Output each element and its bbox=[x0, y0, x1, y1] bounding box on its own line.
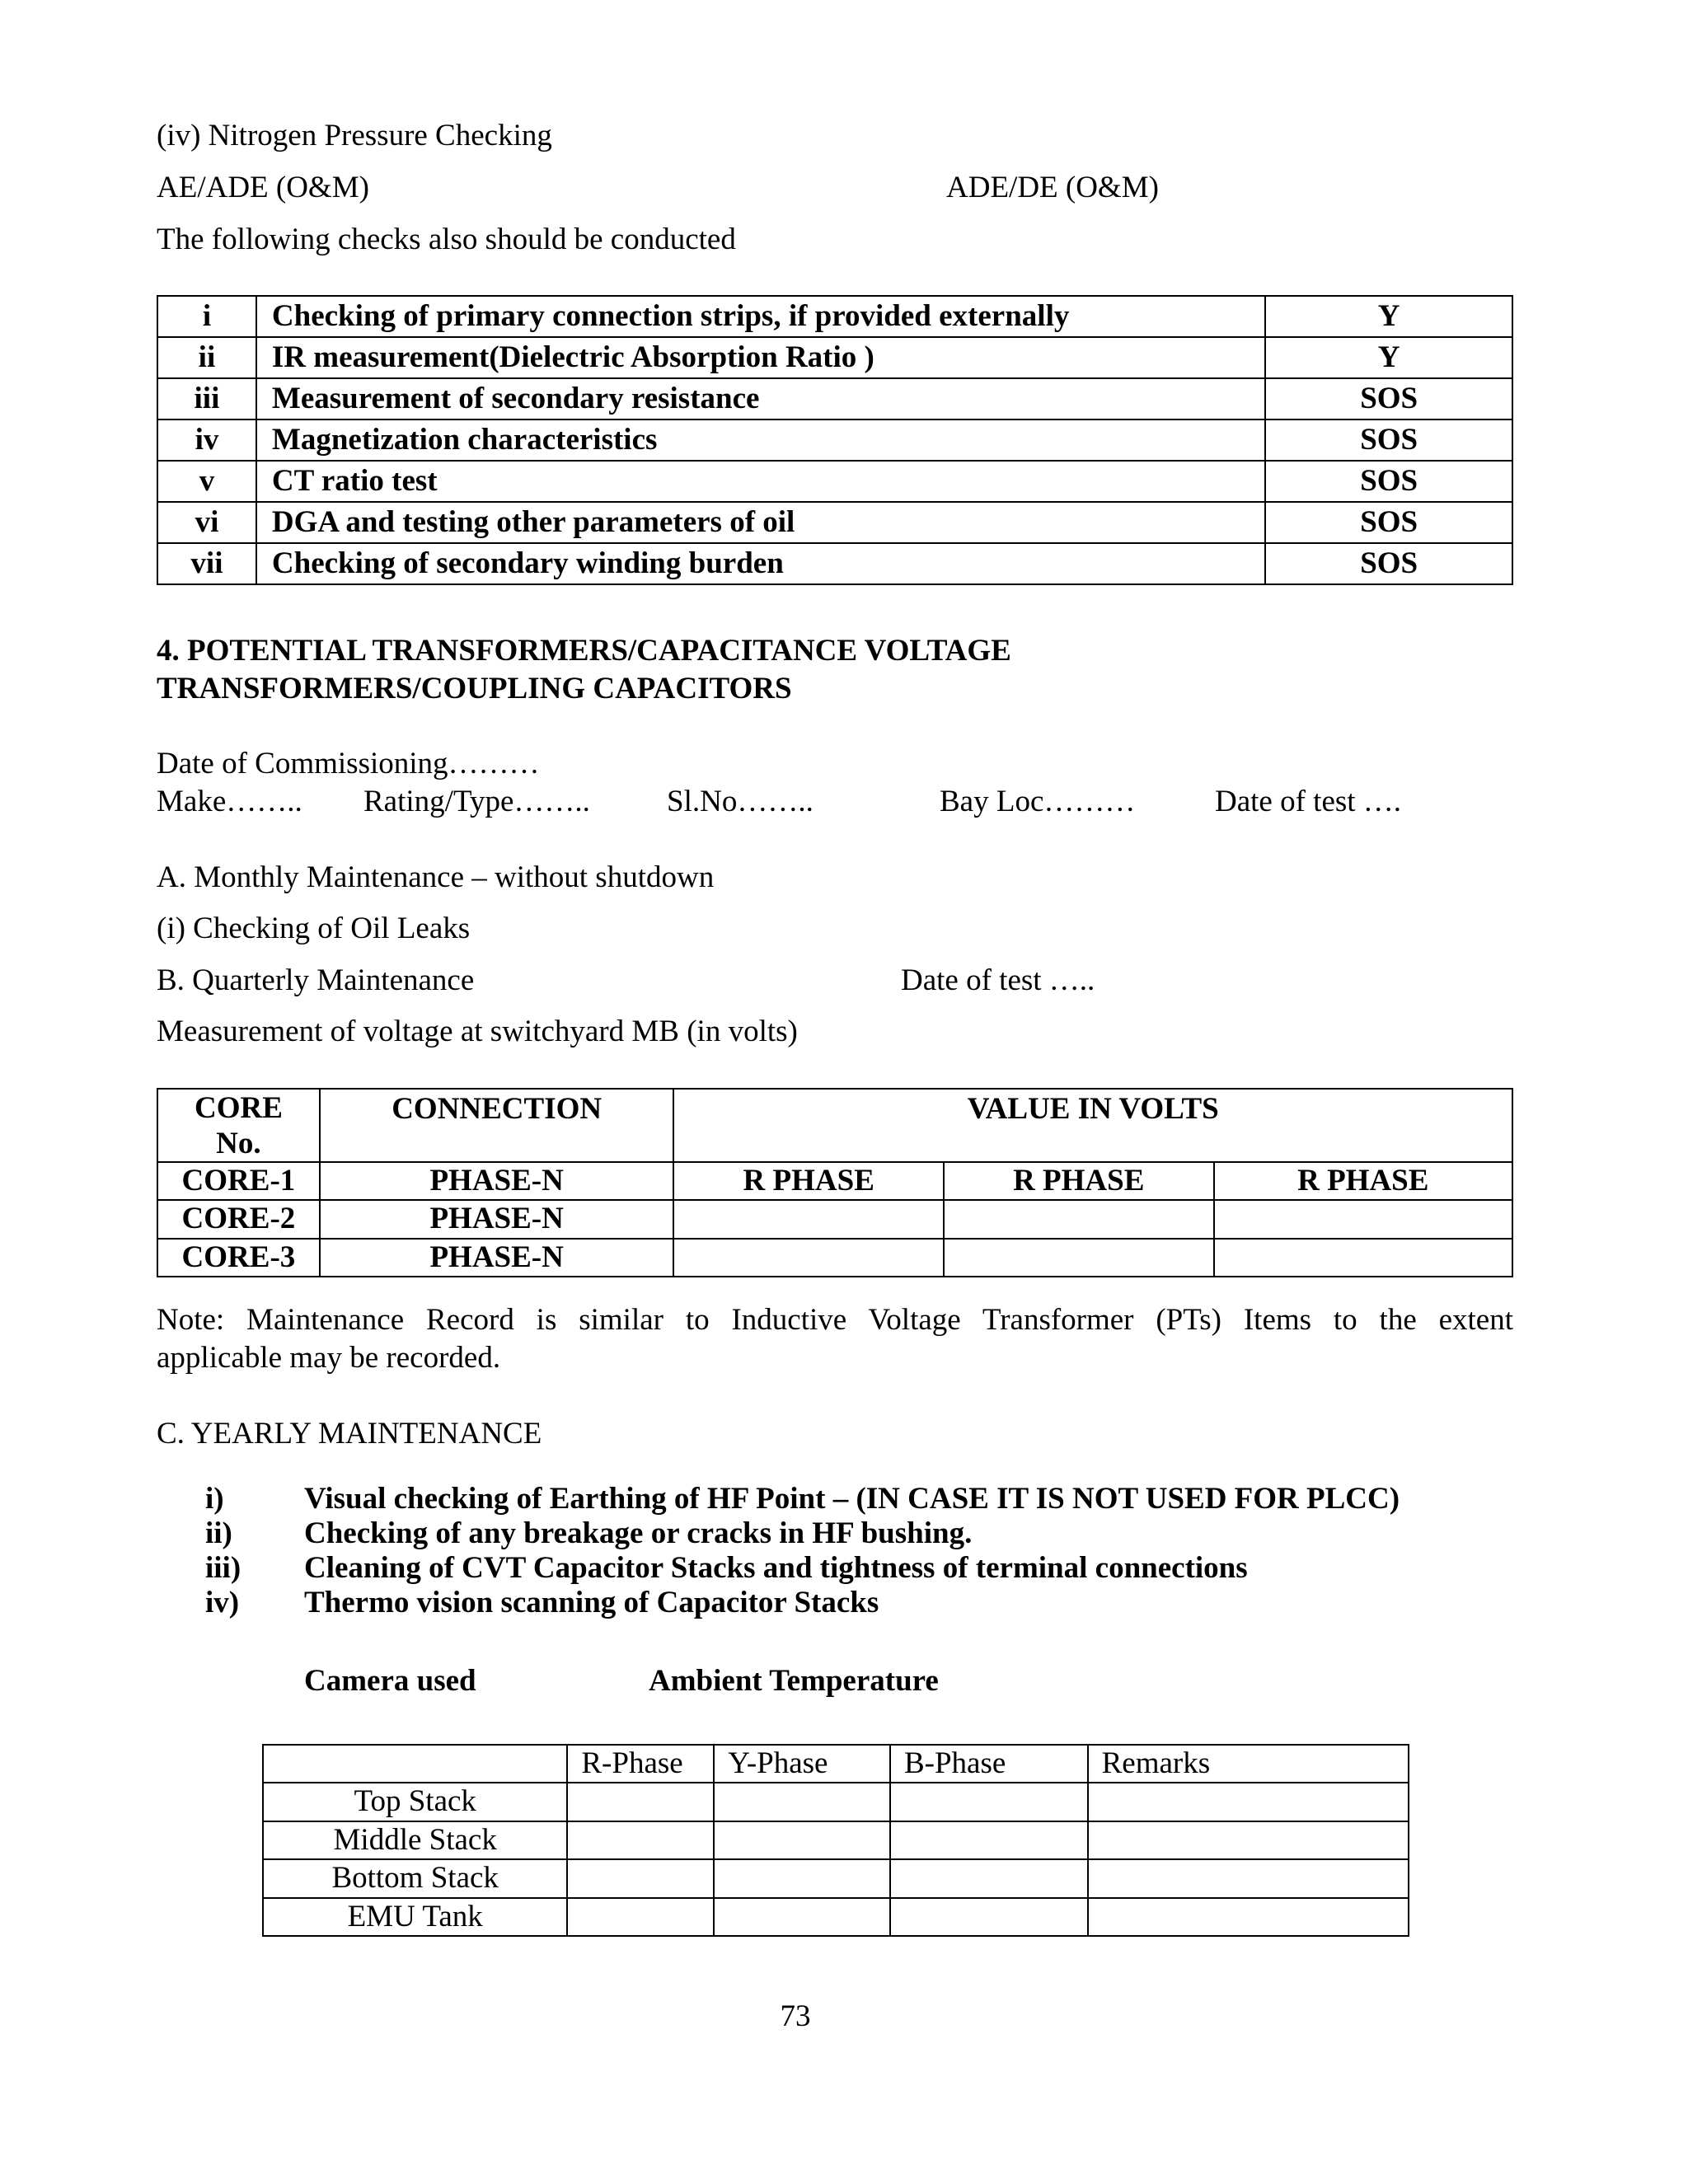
phase-cell: R PHASE bbox=[1214, 1162, 1512, 1200]
thermo-row bbox=[263, 1898, 1409, 1936]
checks-row bbox=[157, 502, 1512, 543]
section4-heading-line1: 4. POTENTIAL TRANSFORMERS/CAPACITANCE VOLTAGE bbox=[157, 634, 1011, 668]
date-of-test-field: Date of test …. bbox=[1215, 785, 1402, 818]
nitrogen-line: (iv) Nitrogen Pressure Checking bbox=[157, 119, 552, 152]
yearly-item-number: i) bbox=[205, 1482, 224, 1516]
note-line1: Note: Maintenance Record is similar to Inductive Voltage Transformer (PTs) Items to the extent bbox=[157, 1303, 1513, 1337]
check-value: SOS bbox=[1265, 502, 1512, 543]
sl-no-field: Sl.No…….. bbox=[667, 785, 814, 818]
voltage-row bbox=[157, 1162, 1512, 1200]
check-item: Checking of secondary winding burden bbox=[256, 543, 1265, 584]
thermo-value-cell bbox=[567, 1859, 714, 1897]
voltage-row bbox=[157, 1239, 1512, 1277]
phase-cell bbox=[673, 1200, 944, 1238]
thermo-value-cell bbox=[567, 1821, 714, 1859]
stack-label: Bottom Stack bbox=[263, 1859, 567, 1897]
checks-table bbox=[157, 295, 1513, 585]
core-cell: CORE-2 bbox=[157, 1200, 320, 1238]
thermo-row bbox=[263, 1821, 1409, 1859]
following-checks-text: The following checks also should be conducted bbox=[157, 223, 736, 256]
ae-ade-label: AE/ADE (O&M) bbox=[157, 171, 369, 204]
thermo-header-cell bbox=[263, 1745, 567, 1783]
yearly-item-text: Checking of any breakage or cracks in HF bushing. bbox=[304, 1516, 973, 1550]
phase-cell bbox=[1214, 1200, 1512, 1238]
thermo-value-cell bbox=[567, 1783, 714, 1821]
check-item: IR measurement(Dielectric Absorption Ratio ) bbox=[256, 337, 1265, 378]
stack-label: EMU Tank bbox=[263, 1898, 567, 1936]
yearly-maintenance-title: C. YEARLY MAINTENANCE bbox=[157, 1417, 542, 1451]
check-value: SOS bbox=[1265, 419, 1512, 461]
checks-row bbox=[157, 337, 1512, 378]
check-item: Measurement of secondary resistance bbox=[256, 378, 1265, 419]
ambient-temperature-label: Ambient Temperature bbox=[649, 1664, 939, 1698]
check-value: Y bbox=[1265, 337, 1512, 378]
check-number: v bbox=[157, 461, 256, 502]
check-value: SOS bbox=[1265, 378, 1512, 419]
voltage-measurement-text: Measurement of voltage at switchyard MB (in volts) bbox=[157, 1015, 798, 1048]
thermo-row bbox=[263, 1859, 1409, 1897]
date-of-commissioning: Date of Commissioning……… bbox=[157, 747, 540, 780]
check-number: ii bbox=[157, 337, 256, 378]
check-item: DGA and testing other parameters of oil bbox=[256, 502, 1265, 543]
phase-cell: R PHASE bbox=[944, 1162, 1214, 1200]
phase-cell bbox=[1214, 1239, 1512, 1277]
ade-de-label: ADE/DE (O&M) bbox=[946, 171, 1159, 204]
yearly-item-number: iii) bbox=[205, 1551, 241, 1585]
camera-used-label: Camera used bbox=[304, 1664, 476, 1698]
thermo-scan-table bbox=[262, 1744, 1409, 1937]
connection-cell: PHASE-N bbox=[320, 1239, 674, 1277]
checks-row bbox=[157, 543, 1512, 584]
phase-cell bbox=[673, 1239, 944, 1277]
thermo-value-cell bbox=[890, 1821, 1088, 1859]
quarterly-date-of-test: Date of test ….. bbox=[901, 963, 1095, 997]
yearly-item-number: ii) bbox=[205, 1516, 232, 1550]
make-field: Make…….. bbox=[157, 785, 302, 818]
voltage-row bbox=[157, 1200, 1512, 1238]
header-core bbox=[157, 1089, 320, 1162]
oil-leaks-check: (i) Checking of Oil Leaks bbox=[157, 912, 471, 945]
check-item: Checking of primary connection strips, if provided externally bbox=[256, 296, 1265, 337]
page-number: 73 bbox=[780, 1999, 811, 2033]
voltage-table bbox=[157, 1088, 1513, 1277]
yearly-item-number: iv) bbox=[205, 1586, 240, 1619]
phase-cell bbox=[944, 1239, 1214, 1277]
connection-cell: PHASE-N bbox=[320, 1162, 674, 1200]
check-value: Y bbox=[1265, 296, 1512, 337]
check-value: SOS bbox=[1265, 543, 1512, 584]
thermo-value-cell bbox=[567, 1898, 714, 1936]
monthly-maintenance-title: A. Monthly Maintenance – without shutdown bbox=[157, 860, 715, 894]
core-cell: CORE-3 bbox=[157, 1239, 320, 1277]
checks-row bbox=[157, 419, 1512, 461]
check-number: iv bbox=[157, 419, 256, 461]
check-number: vi bbox=[157, 502, 256, 543]
thermo-value-cell bbox=[714, 1821, 890, 1859]
thermo-value-cell bbox=[714, 1898, 890, 1936]
check-value: SOS bbox=[1265, 461, 1512, 502]
thermo-header-cell: Remarks bbox=[1088, 1745, 1409, 1783]
thermo-value-cell bbox=[714, 1859, 890, 1897]
thermo-row bbox=[263, 1783, 1409, 1821]
stack-label: Middle Stack bbox=[263, 1821, 567, 1859]
check-number: i bbox=[157, 296, 256, 337]
bay-loc-field: Bay Loc……… bbox=[940, 785, 1136, 818]
core-cell: CORE-1 bbox=[157, 1162, 320, 1200]
yearly-item-text: Thermo vision scanning of Capacitor Stacks bbox=[304, 1586, 879, 1619]
header-connection: CONNECTION bbox=[320, 1089, 674, 1162]
thermo-value-cell bbox=[714, 1783, 890, 1821]
thermo-value-cell bbox=[1088, 1821, 1409, 1859]
thermo-value-cell bbox=[1088, 1898, 1409, 1936]
thermo-header-row bbox=[263, 1745, 1409, 1783]
section4-heading-line2: TRANSFORMERS/COUPLING CAPACITORS bbox=[157, 672, 792, 705]
thermo-value-cell bbox=[1088, 1783, 1409, 1821]
yearly-item-text: Cleaning of CVT Capacitor Stacks and tightness of terminal connections bbox=[304, 1551, 1248, 1585]
thermo-header-cell: R-Phase bbox=[567, 1745, 714, 1783]
checks-row bbox=[157, 296, 1512, 337]
stack-label: Top Stack bbox=[263, 1783, 567, 1821]
yearly-item-text: Visual checking of Earthing of HF Point – (IN CASE IT IS NOT USED FOR PLCC) bbox=[304, 1482, 1400, 1516]
thermo-header-cell: B-Phase bbox=[890, 1745, 1088, 1783]
rating-type-field: Rating/Type…….. bbox=[363, 785, 590, 818]
header-core-line2: No. bbox=[216, 1126, 261, 1160]
thermo-value-cell bbox=[1088, 1859, 1409, 1897]
quarterly-maintenance-title: B. Quarterly Maintenance bbox=[157, 963, 475, 997]
check-number: iii bbox=[157, 378, 256, 419]
connection-cell: PHASE-N bbox=[320, 1200, 674, 1238]
header-value-in-volts: VALUE IN VOLTS bbox=[673, 1089, 1512, 1162]
phase-cell bbox=[944, 1200, 1214, 1238]
thermo-value-cell bbox=[890, 1783, 1088, 1821]
checks-row bbox=[157, 461, 1512, 502]
check-item: Magnetization characteristics bbox=[256, 419, 1265, 461]
checks-row bbox=[157, 378, 1512, 419]
check-number: vii bbox=[157, 543, 256, 584]
thermo-value-cell bbox=[890, 1859, 1088, 1897]
header-core-line1: CORE bbox=[194, 1091, 283, 1125]
phase-cell: R PHASE bbox=[673, 1162, 944, 1200]
check-item: CT ratio test bbox=[256, 461, 1265, 502]
thermo-value-cell bbox=[890, 1898, 1088, 1936]
note-line2: applicable may be recorded. bbox=[157, 1341, 501, 1375]
thermo-header-cell: Y-Phase bbox=[714, 1745, 890, 1783]
